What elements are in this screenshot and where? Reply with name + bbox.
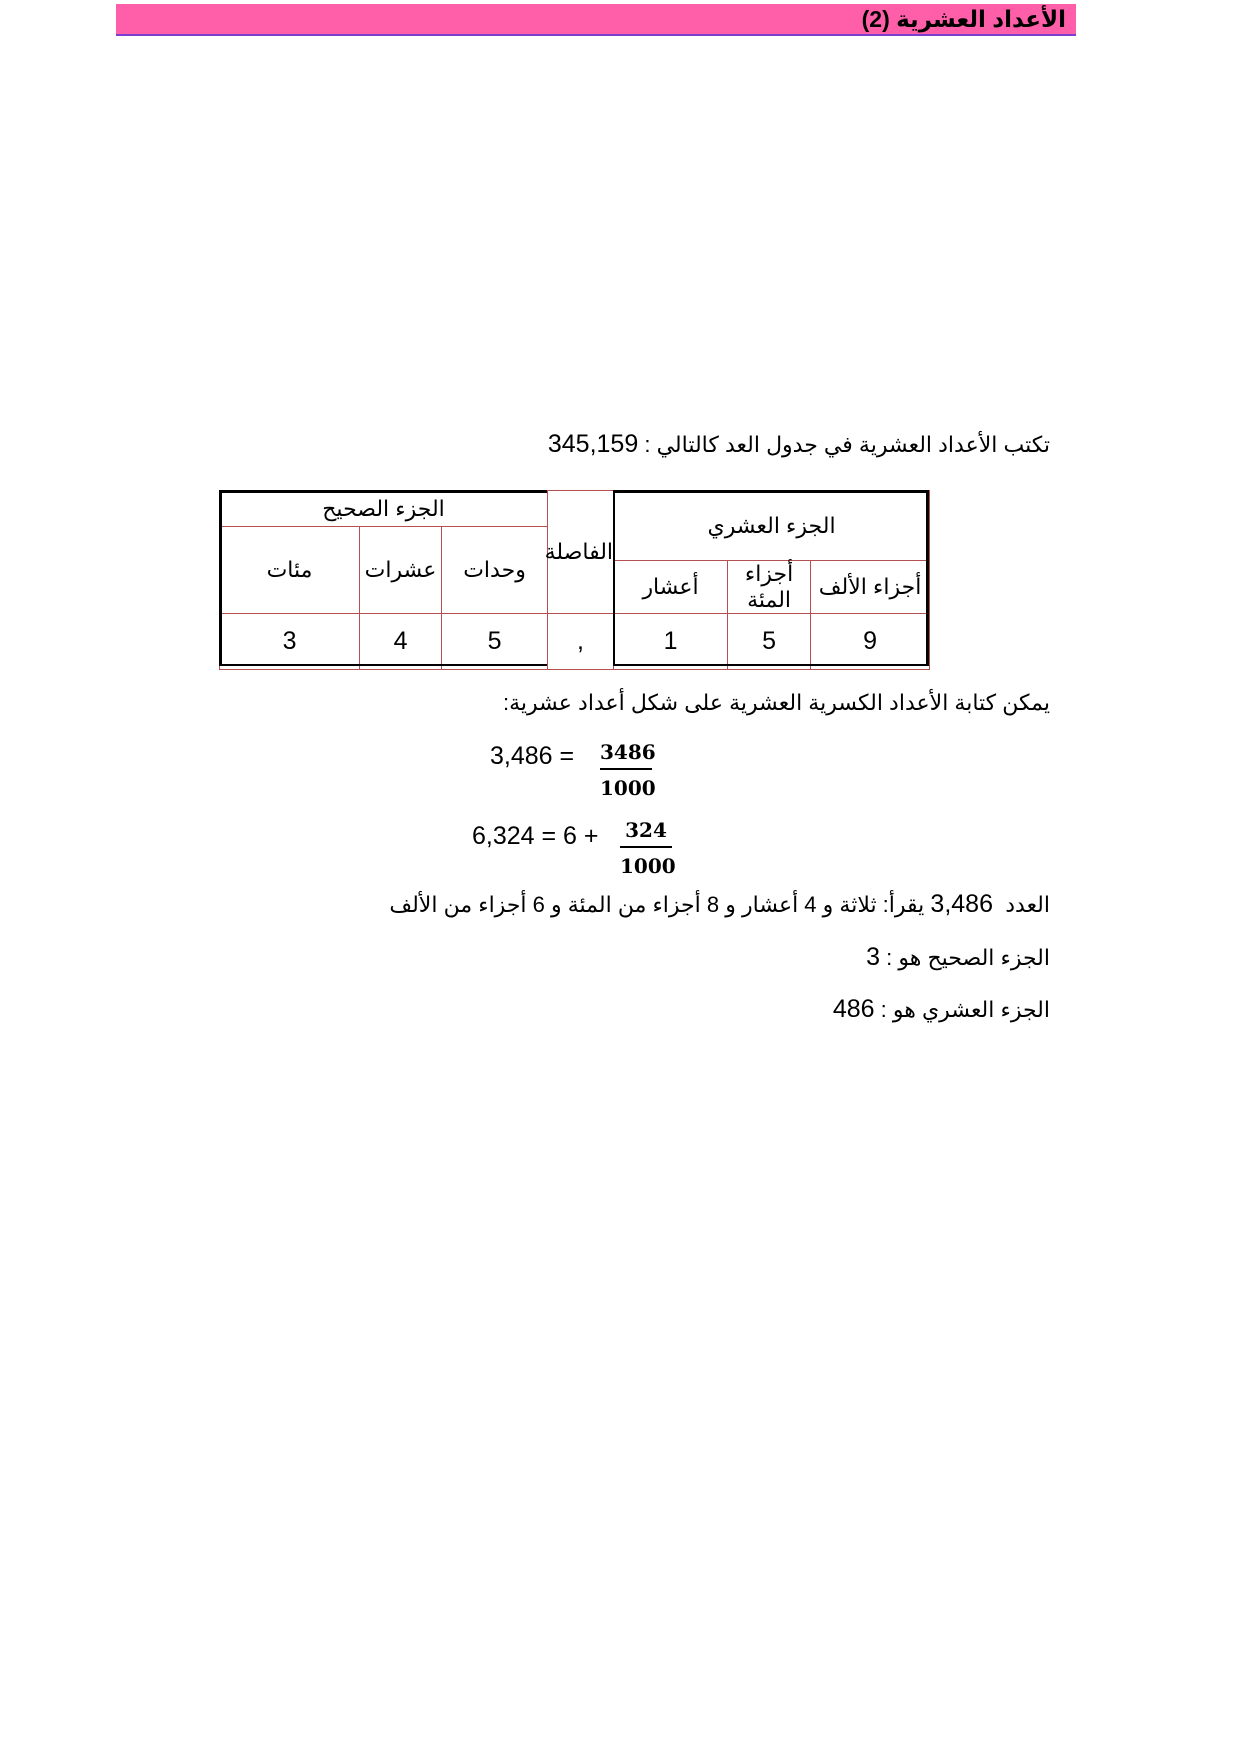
col-hundreds: مئات [220, 527, 360, 614]
reading-line [389, 890, 1050, 919]
equation-2: 6,324 = 6 + [472, 822, 599, 850]
value-units: 5 [442, 614, 548, 670]
decimal-part-line [833, 995, 1050, 1024]
fraction-2-numerator: 324 [620, 818, 672, 848]
fraction-2 [620, 818, 676, 878]
fraction-1 [600, 740, 656, 800]
integer-part-label: الجزء الصحيح هو : [886, 945, 1050, 970]
value-hundreds: 3 [220, 614, 360, 670]
col-thousandths: أجزاء الألف [811, 561, 930, 614]
decimal-part-value: 486 [832, 995, 875, 1023]
value-tens: 4 [360, 614, 442, 670]
intro-number: 345,159 [547, 430, 639, 458]
value-hundredths: 5 [728, 614, 811, 670]
reading-text: يقرأ: ثلاثة و 4 أعشار و 8 أجزاء من المئة و 6 أجزاء من الألف [389, 892, 925, 917]
col-tens: عشرات [360, 527, 442, 614]
decimal-part-header: الجزء العشري [614, 491, 930, 561]
integer-part-header: الجزء الصحيح [220, 491, 548, 527]
col-units: وحدات [442, 527, 548, 614]
fraction-2-denominator: 1000 [620, 854, 676, 878]
integer-part-line [866, 943, 1050, 972]
fraction-1-denominator: 1000 [600, 776, 656, 800]
title-bar [116, 4, 1076, 36]
comma-header: الفاصلة [548, 491, 614, 614]
integer-part-value: 3 [866, 943, 881, 971]
value-thousandths: 9 [811, 614, 930, 670]
col-hundredths: أجزاء المئة [728, 561, 811, 614]
intro-text: تكتب الأعداد العشرية في جدول العد كالتالي : [644, 432, 1050, 457]
decimal-part-label: الجزء العشري هو : [880, 997, 1050, 1022]
reading-number: 3,486 [930, 890, 993, 918]
col-tenths: أعشار [614, 561, 728, 614]
value-comma: , [548, 614, 614, 670]
reading-prefix: العدد [1005, 892, 1050, 917]
place-value-table [219, 490, 930, 670]
fraction-1-numerator: 3486 [600, 740, 652, 770]
intro-line [548, 430, 1050, 459]
equation-1: 3,486 = [490, 742, 575, 770]
page-title: الأعداد العشرية (2) [861, 6, 1066, 32]
fractions-intro: يمكن كتابة الأعداد الكسرية العشرية على شكل أعداد عشرية: [503, 690, 1050, 715]
value-tenths: 1 [614, 614, 728, 670]
